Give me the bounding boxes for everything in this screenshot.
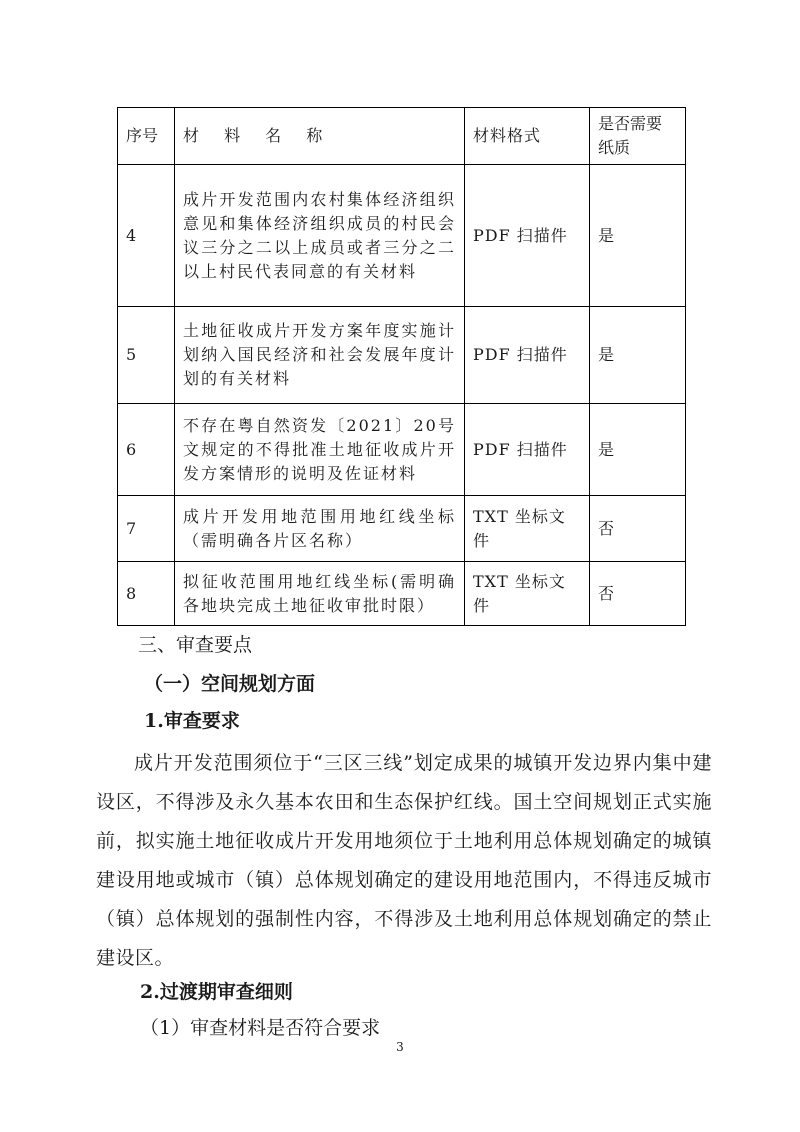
cell-name: 土地征收成片开发方案年度实施计划纳入国民经济和社会发展年度计划的有关材料 [175,307,465,404]
table-row [118,404,686,496]
section-title: 三、审查要点 [138,634,253,656]
table-row [118,562,686,626]
cell-no: 4 [118,165,175,307]
cell-format: PDF 扫描件 [465,404,590,496]
header-paper: 是否需要纸质 [590,108,686,165]
cell-name: 成片开发范围内农村集体经济组织意见和集体经济组织成员的村民会议三分之二以上成员或者三分之二以上村民代表同意的有关材料 [175,165,465,307]
table-row [118,307,686,404]
item1-title: 1.审查要求 [144,710,240,732]
cell-format: PDF 扫描件 [465,165,590,307]
cell-no: 7 [118,496,175,562]
cell-format: TXT 坐标文件 [465,562,590,626]
cell-no: 5 [118,307,175,404]
cell-name: 成片开发用地范围用地红线坐标（需明确各片区名称） [175,496,465,562]
cell-paper: 是 [590,307,686,404]
materials-table [117,107,686,626]
header-name: 材 料 名 称 [175,108,465,165]
cell-paper: 否 [590,496,686,562]
header-no: 序号 [118,108,175,165]
cell-format: TXT 坐标文件 [465,496,590,562]
page-number: 3 [396,1040,404,1054]
cell-paper: 否 [590,562,686,626]
item2-sub1: （1）审查材料是否符合要求 [140,1017,381,1039]
table-row [118,165,686,307]
cell-format: PDF 扫描件 [465,307,590,404]
subsection-title: （一）空间规划方面 [144,673,316,695]
cell-paper: 是 [590,165,686,307]
item2-title: 2.过渡期审查细则 [140,981,293,1003]
cell-paper: 是 [590,404,686,496]
cell-no: 8 [118,562,175,626]
cell-no: 6 [118,404,175,496]
table-row [118,496,686,562]
cell-name: 拟征收范围用地红线坐标(需明确各地块完成土地征收审批时限） [175,562,465,626]
header-format: 材料格式 [465,108,590,165]
cell-name: 不存在粤自然资发〔2021〕20号文规定的不得批准土地征收成片开发方案情形的说明及佐证材料 [175,404,465,496]
table-header-row [118,108,686,165]
item1-body: 成片开发范围须位于“三区三线”划定成果的城镇开发边界内集中建设区，不得涉及永久基本农田和生态保护红线。国土空间规划正式实施前，拟实施土地征收成片开发用地须位于土地利用总体规划确定的城镇建设用地或城市（镇）总体规划确定的建设用地范围内，不得违反城市（镇）总体规划的强制性内容，不得涉及土地利用总体规划确定的禁止建设区。 [96,752,712,969]
